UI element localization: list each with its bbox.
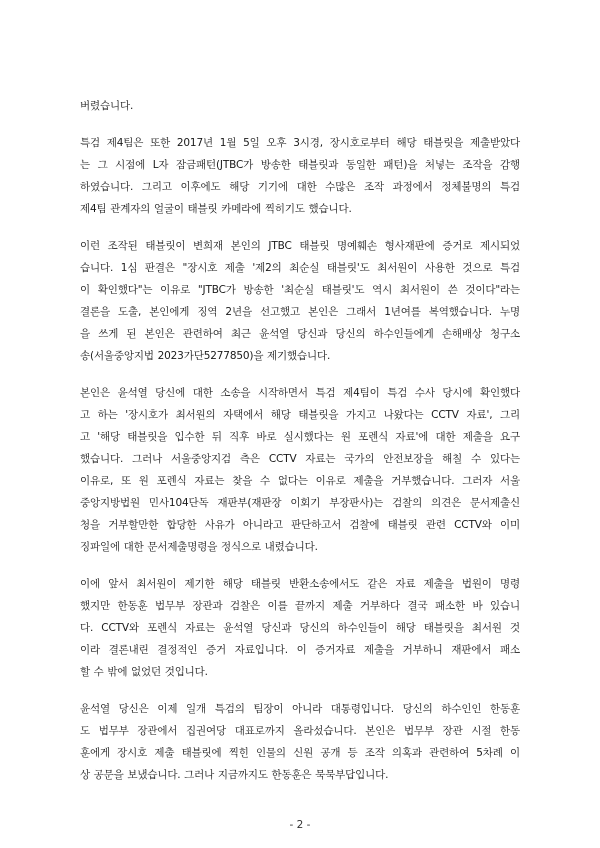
paragraph-1 — [80, 95, 520, 117]
text-line: 했지만 한동훈 법무부 장관과 검찰은 이를 끝까지 제출 거부하다 결국 패소한 바 있습니 — [80, 600, 520, 612]
paragraph-6 — [80, 698, 520, 786]
text-line: 징파일에 대한 문서제출명령을 정식으로 내렸습니다. — [80, 541, 318, 553]
paragraph-2 — [80, 132, 520, 220]
text-line: 하였습니다. 그리고 이후에도 해당 기기에 대한 수많은 조작 과정에서 정체불명의 특검 — [80, 181, 520, 193]
text-line: 결론을 도출, 본인에게 징역 2년을 선고했고 본인은 그래서 1년여를 복역했습니다. 누명 — [80, 306, 520, 318]
text-line: 는 그 시점에 L자 잠금패턴(JTBC가 방송한 태블릿과 동일한 패턴)을 처넣는 조작을 감행 — [80, 159, 520, 171]
text-line: 이유로, 또 원 포렌식 자료는 찾을 수 없다는 이유로 제출을 거부했습니다. 그러자 서울 — [80, 475, 520, 487]
text-line: 버렸습니다. — [80, 100, 134, 112]
text-line: 특검 제4팀은 또한 2017년 1월 5일 오후 3시경, 장시호로부터 해당 태블릿을 제출받았다 — [80, 137, 520, 149]
text-line: 윤석열 당신은 이제 일개 특검의 팀장이 아니라 대통령입니다. 당신의 하수인인 한동훈 — [80, 703, 520, 715]
page-number: - 2 - — [289, 819, 311, 831]
text-line: 상 공문을 보냈습니다. 그러나 지금까지도 한동훈은 묵묵부답입니다. — [80, 769, 389, 781]
text-line: 제4팀 관계자의 얼굴이 태블릿 카메라에 찍히기도 했습니다. — [80, 203, 352, 215]
paragraph-4 — [80, 382, 520, 558]
text-line: 할 수 밖에 없었던 것입니다. — [80, 666, 208, 678]
text-line: 습니다. 1심 판결은 "장시호 제출 '제2의 최순실 태블릿'도 최서원이 사용한 것으로 특검 — [80, 262, 520, 274]
text-line: 이에 앞서 최서원이 제기한 해당 태블릿 반환소송에서도 같은 자료 제출을 법원이 명령 — [80, 578, 520, 590]
text-line: 고 하는 '장시호가 최서원의 자택에서 해당 태블릿을 가지고 나왔다는 CCTV 자료', 그리 — [80, 409, 520, 421]
text-line: 이라 결론내린 결정적인 증거 자료입니다. 이 증거자료 제출을 거부하니 재판에서 패소 — [80, 644, 520, 656]
text-line: 청을 거부할만한 합당한 사유가 아니라고 판단하고서 검찰에 태블릿 관련 CCTV와 이미 — [80, 519, 520, 531]
text-line: 훈에게 장시호 제출 태블릿에 찍힌 인물의 신원 공개 등 조작 의혹과 관련하여 5차례 이 — [80, 747, 520, 759]
paragraph-3 — [80, 235, 520, 367]
text-line: 본인은 윤석열 당신에 대한 소송을 시작하면서 특검 제4팀이 특검 수사 당시에 확인했다 — [80, 387, 520, 399]
text-line: 송(서울중앙지법 2023가단5277850)을 제기했습니다. — [80, 350, 331, 362]
text-line: 이런 조작된 태블릿이 변희재 본인의 JTBC 태블릿 명예훼손 형사재판에 증거로 제시되었 — [80, 240, 520, 252]
text-line: 했습니다. 그러나 서울중앙지검 측은 CCTV 자료는 국가의 안전보장을 해칠 수 있다는 — [80, 453, 520, 465]
paragraph-5 — [80, 573, 520, 683]
text-line: 고 '해당 태블릿을 입수한 뒤 직후 바로 실시했다는 원 포렌식 자료'에 대한 제출을 요구 — [80, 431, 520, 443]
text-line: 중앙지방법원 민사104단독 재판부(재판장 이회기 부장판사)는 검찰의 의견은 문서제출신 — [80, 497, 520, 509]
text-line: 이 확인했다"는 이유로 "JTBC가 방송한 '최순실 태블릿'도 역시 최서원이 쓴 것이다"라는 — [80, 284, 520, 296]
text-line: 을 쓰게 된 본인은 관련하여 최근 윤석열 당신과 당신의 하수인들에게 손해배상 청구소 — [80, 328, 520, 340]
text-line: 다. CCTV와 포렌식 자료는 윤석열 당신과 당신의 하수인들이 해당 태블릿을 최서원 것 — [80, 622, 520, 634]
text-line: 도 법무부 장관에서 집권여당 대표로까지 올라섰습니다. 본인은 법무부 장관 시절 한동 — [80, 725, 520, 737]
document-body — [80, 95, 520, 801]
